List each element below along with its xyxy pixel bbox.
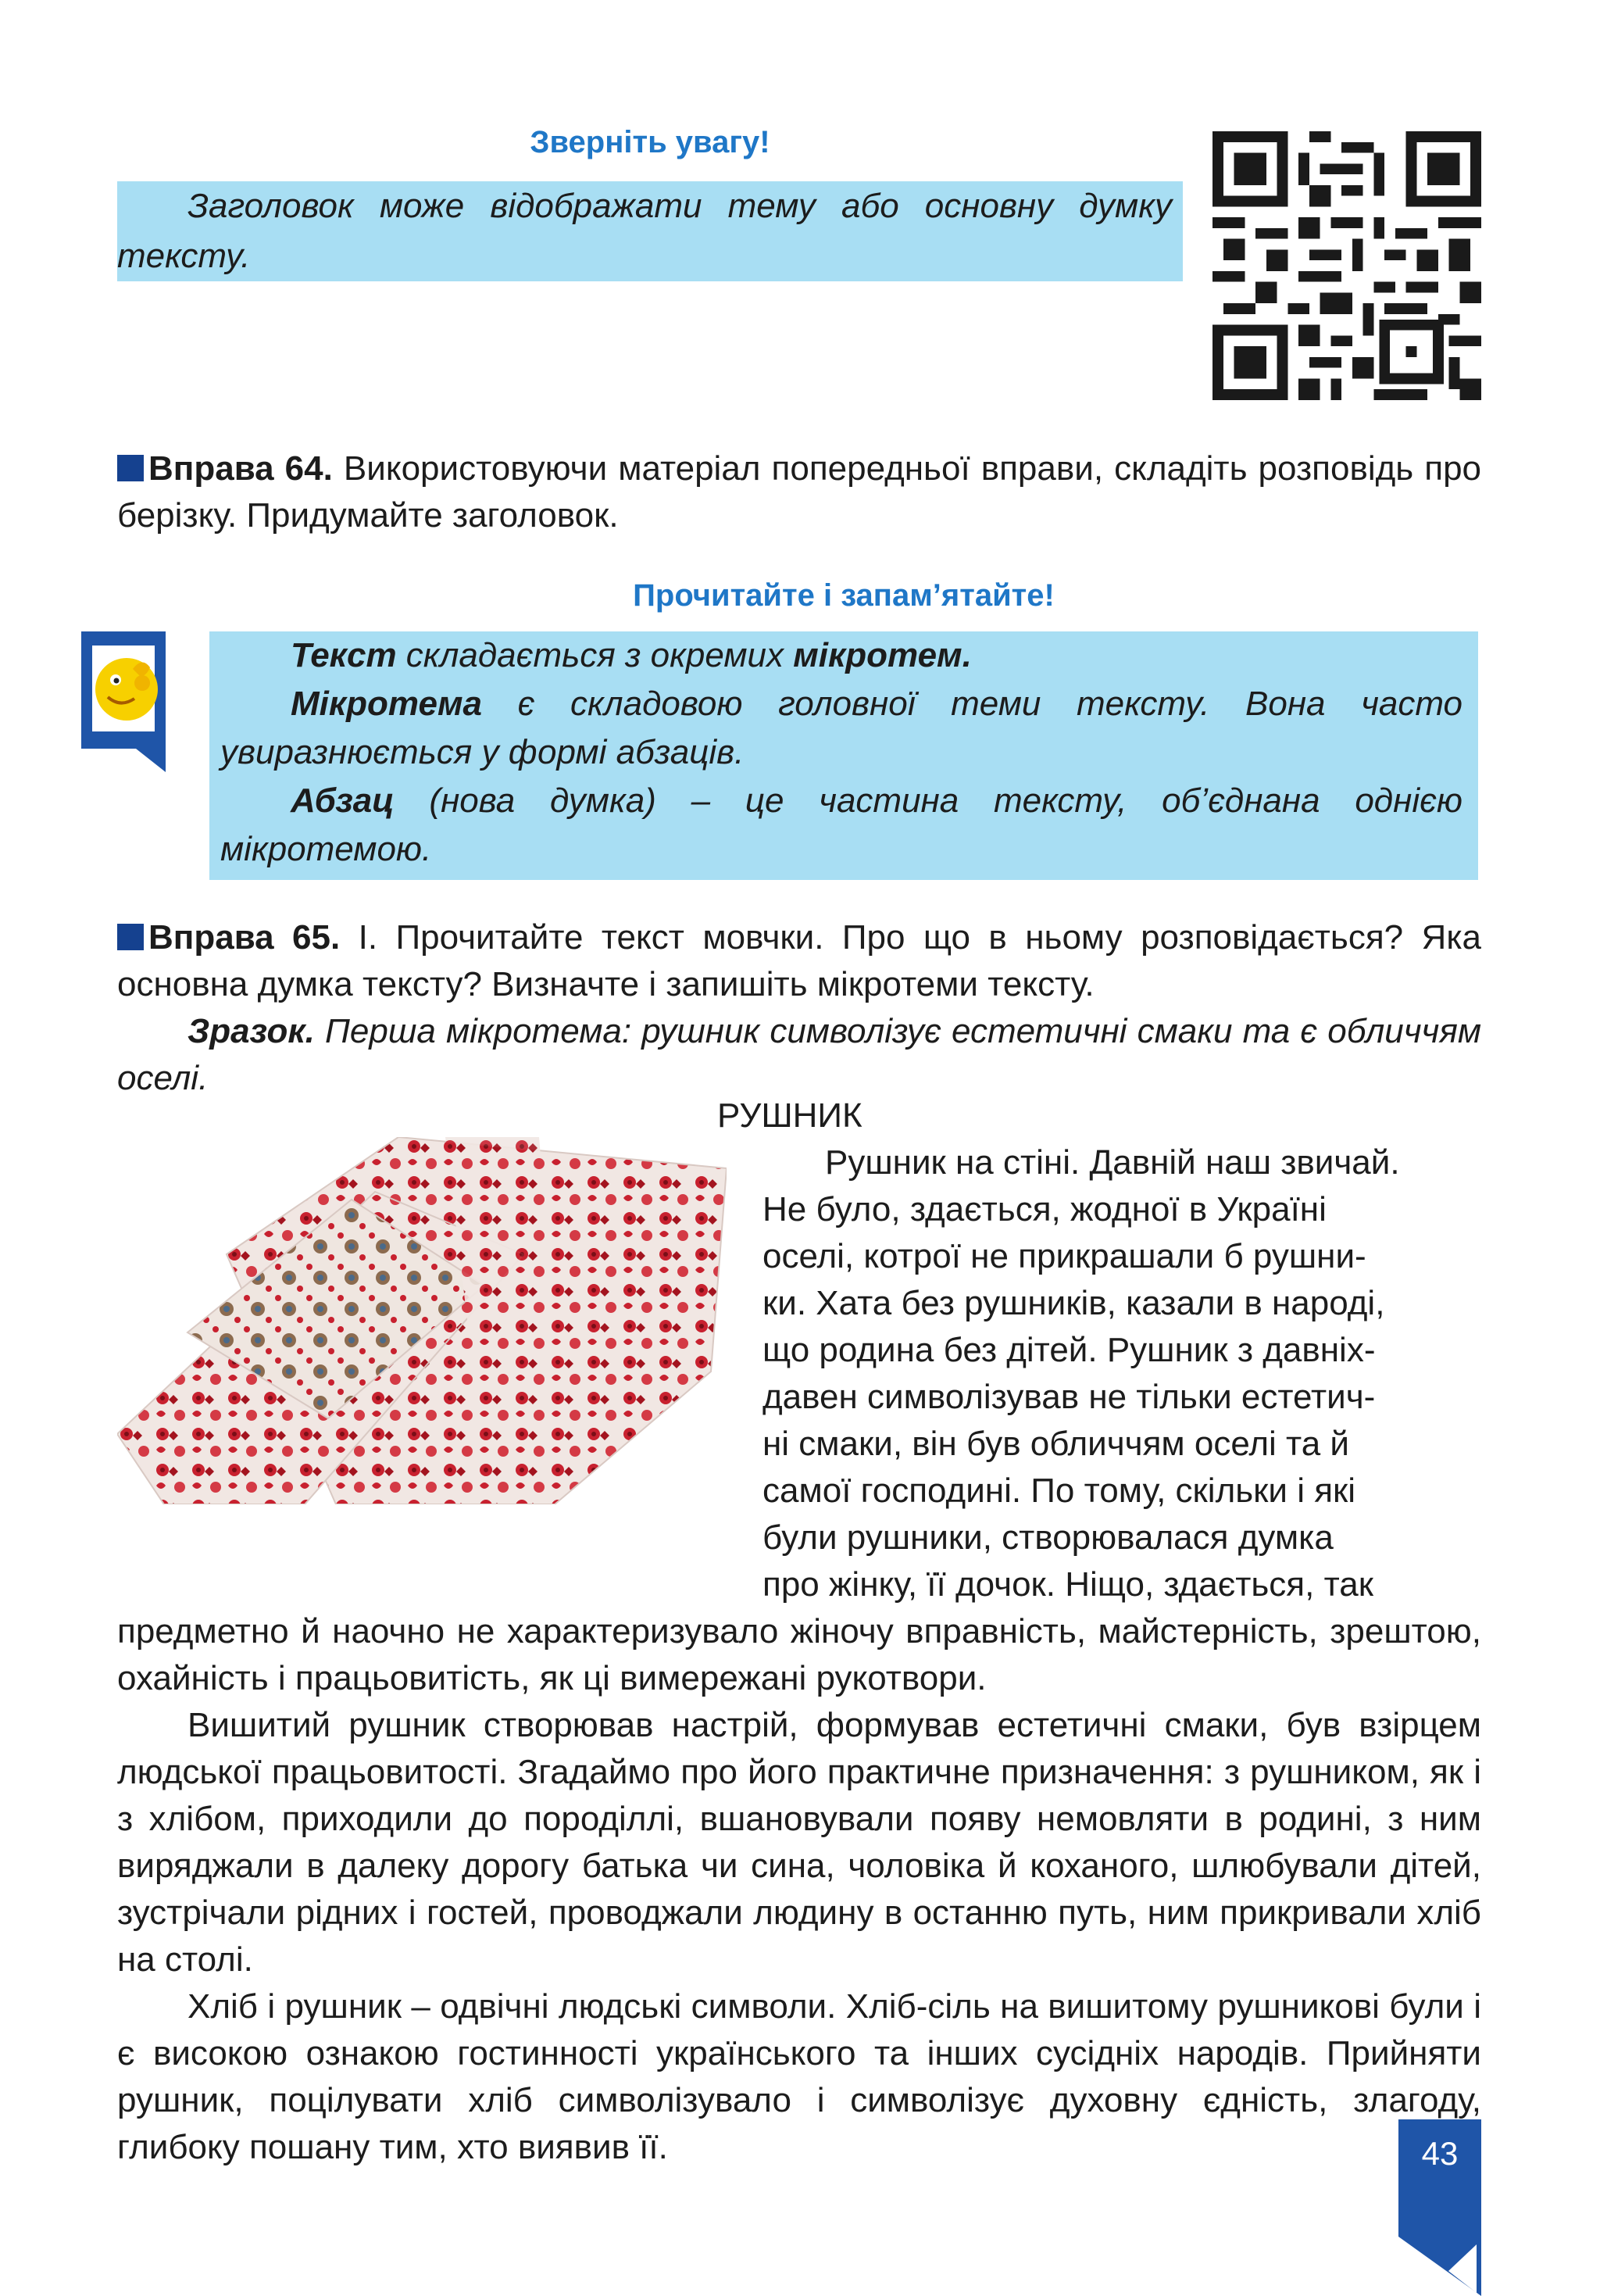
story-body [117, 1608, 1481, 2171]
bullet-square-icon [117, 924, 144, 950]
smiley-mascot-icon [81, 631, 166, 772]
sample-label: Зразок. [188, 1012, 315, 1050]
story-paragraph-1-side [762, 1139, 1481, 1608]
rule-microtopic [209, 680, 1478, 777]
exercise-64-text: Використовуючи матеріал попередньої вправи, складіть розповідь про берізку. Придумайте заголовок. [117, 449, 1482, 535]
rule-text-part: складається з окремих [396, 636, 794, 674]
notice-text: Заголовок може відображати тему або основну думку тексту. [117, 187, 1172, 275]
story-line: були рушники, створювалася думка [762, 1518, 1334, 1557]
page-number-tab [1398, 2119, 1481, 2296]
notice-heading: Зверніть увагу! [530, 125, 770, 159]
term-microtopics: мікротем. [793, 636, 972, 674]
story-line: ні смаки, він був обличчям оселі та й [762, 1425, 1349, 1463]
sample [117, 1008, 1481, 1102]
story-title: РУШНИК [717, 1096, 862, 1135]
remember-heading: Прочитайте і запам’ятайте! [633, 578, 1055, 613]
exercise-65 [117, 914, 1481, 1102]
sample-text: Перша мікротема: рушник символізує естетичні смаки та є обличчям оселі. [117, 1012, 1481, 1097]
exercise-64-label: Вправа 64. [148, 449, 333, 488]
story-line: що родина без дітей. Рушник з давніх- [762, 1331, 1376, 1369]
story-line: самої господині. По тому, скільки і які [762, 1472, 1356, 1510]
exercise-64 [117, 445, 1481, 539]
story-paragraph-2: Вишитий рушник створював настрій, формував естетичні смаки, був взірцем людської працьовитості. Згадаймо про його практичне призначення: з рушником, як і з хлібом, приходили до породіллі, вшановували появу немовляти в родині, з ним виряджали в далеку дорогу батька чи сина, чоловіка й коханого, шлюбували дітей, зустрічали рідних і гостей, проводжали людину в останню путь, ним прикривали хліб на столі. [117, 1706, 1481, 1979]
story-line: Рушник на стіні. Давній наш звичай. [825, 1143, 1400, 1182]
story-line: давен символізував не тільки естетич- [762, 1378, 1376, 1416]
exercise-65-text: І. Прочитайте текст мовчки. Про що в ньому розповідається? Яка основна думка тексту? Визначте і запишіть мікротеми тексту. [117, 918, 1482, 1003]
story-paragraph-1-end: предметно й наочно не характеризувало жіночу вправність, майстерність, зрештою, охайність і працьовитість, як ці вимережані рукотвори. [117, 1612, 1481, 1697]
exercise-65-label: Вправа 65. [148, 918, 341, 957]
rule-paragraph-text: (нова думка) – це частина тексту, об’єднана однією мікротемою. [220, 781, 1462, 868]
page-number: 43 [1421, 2135, 1459, 2172]
story-line: про жінку, її дочок. Ніщо, здається, так [762, 1565, 1373, 1604]
notice-callout [117, 181, 1183, 281]
embroidered-towels-image [117, 1137, 727, 1504]
term-microtopic: Мікротема [291, 685, 482, 723]
rule-paragraph [209, 777, 1478, 874]
term-paragraph: Абзац [291, 781, 395, 820]
rule-microtopic-text: є складовою головної теми тексту. Вона часто увиразнюється у формі абзаців. [220, 685, 1462, 771]
story-paragraph-3: Хліб і рушник – одвічні людські символи. Хліб-сіль на вишитому рушникові були і є високою ознакою гостинності українського та інших сусідніх народів. Прийняти рушник, поцілувати хліб символізувало і символізує духовну єдність, злагоду, глибоку пошану тим, хто виявив її. [117, 1987, 1481, 2166]
rule-text [209, 631, 1478, 680]
remember-callout [209, 631, 1478, 880]
bullet-square-icon [117, 455, 144, 481]
story-line: оселі, котрої не прикрашали б рушни- [762, 1237, 1366, 1275]
story-line: Не було, здається, жодної в Україні [762, 1190, 1327, 1228]
story-line: ки. Хата без рушників, казали в народі, [762, 1284, 1385, 1322]
qr-code-icon [1212, 131, 1481, 400]
term-text: Текст [291, 636, 397, 674]
